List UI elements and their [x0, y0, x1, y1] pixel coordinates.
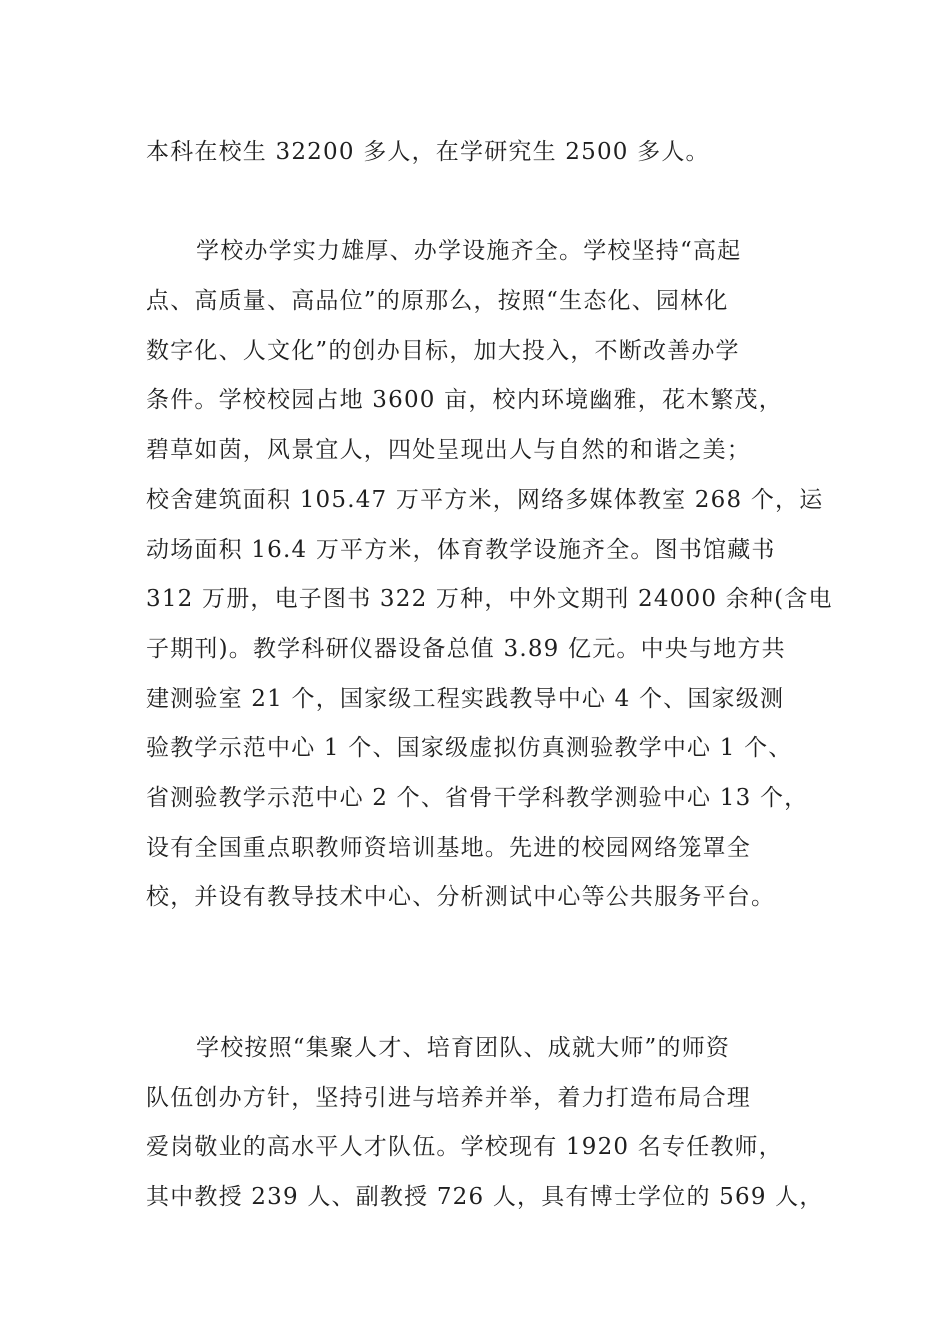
paragraph-2-line-8: 312 万册，电子图书 322 万种，中外文期刊 24000 余种(含电 [146, 586, 833, 612]
paragraph-2-line-7: 动场面积 16.4 万平方米，体育教学设施齐全。图书馆藏书 [146, 537, 776, 563]
paragraph-3-line-1: 学校按照“集聚人才、培育团队、成就大师”的师资 [196, 1035, 731, 1061]
paragraph-2-line-9: 子期刊)。教学科研仪器设备总值 3.89 亿元。中央与地方共 [146, 636, 786, 662]
paragraph-3-line-3: 爱岗敬业的高水平人才队伍。学校现有 1920 名专任教师， [146, 1134, 783, 1160]
paragraph-3-line-4: 其中教授 239 人、副教授 726 人，具有博士学位的 569 人， [146, 1184, 824, 1210]
paragraph-2-line-1: 学校办学实力雄厚、办学设施齐全。学校坚持“高起 [196, 238, 742, 264]
paragraph-2-line-13: 设有全国重点职教师资培训基地。先进的校园网络笼罩全 [146, 835, 751, 861]
paragraph-2-line-11: 验教学示范中心 1 个、国家级虚拟仿真测验教学中心 1 个、 [146, 735, 793, 761]
paragraph-2-line-14: 校，并设有教导技术中心、分析测试中心等公共服务平台。 [146, 884, 776, 910]
paragraph-2-line-5: 碧草如茵，风景宜人，四处呈现出人与自然的和谐之美； [146, 437, 751, 463]
paragraph-1-line-1: 本科在校生 32200 多人，在学研究生 2500 多人。 [146, 139, 710, 165]
paragraph-2-line-6: 校舍建筑面积 105.47 万平方米，网络多媒体教室 268 个，运 [146, 487, 824, 513]
paragraph-2-line-2: 点、高质量、高品位”的原那么，按照“生态化、园林化 [146, 288, 729, 314]
paragraph-2-line-10: 建测验室 21 个，国家级工程实践教导中心 4 个、国家级测 [146, 686, 785, 712]
paragraph-2-line-4: 条件。学校校园占地 3600 亩，校内环境幽雅，花木繁茂， [146, 387, 783, 413]
paragraph-3-line-2: 队伍创办方针，坚持引进与培养并举，着力打造布局合理 [146, 1085, 751, 1111]
paragraph-2-line-3: 数字化、人文化”的创办目标，加大投入，不断改善办学 [146, 338, 740, 364]
paragraph-2-line-12: 省测验教学示范中心 2 个、省骨干学科教学测验中心 13 个， [146, 785, 809, 811]
